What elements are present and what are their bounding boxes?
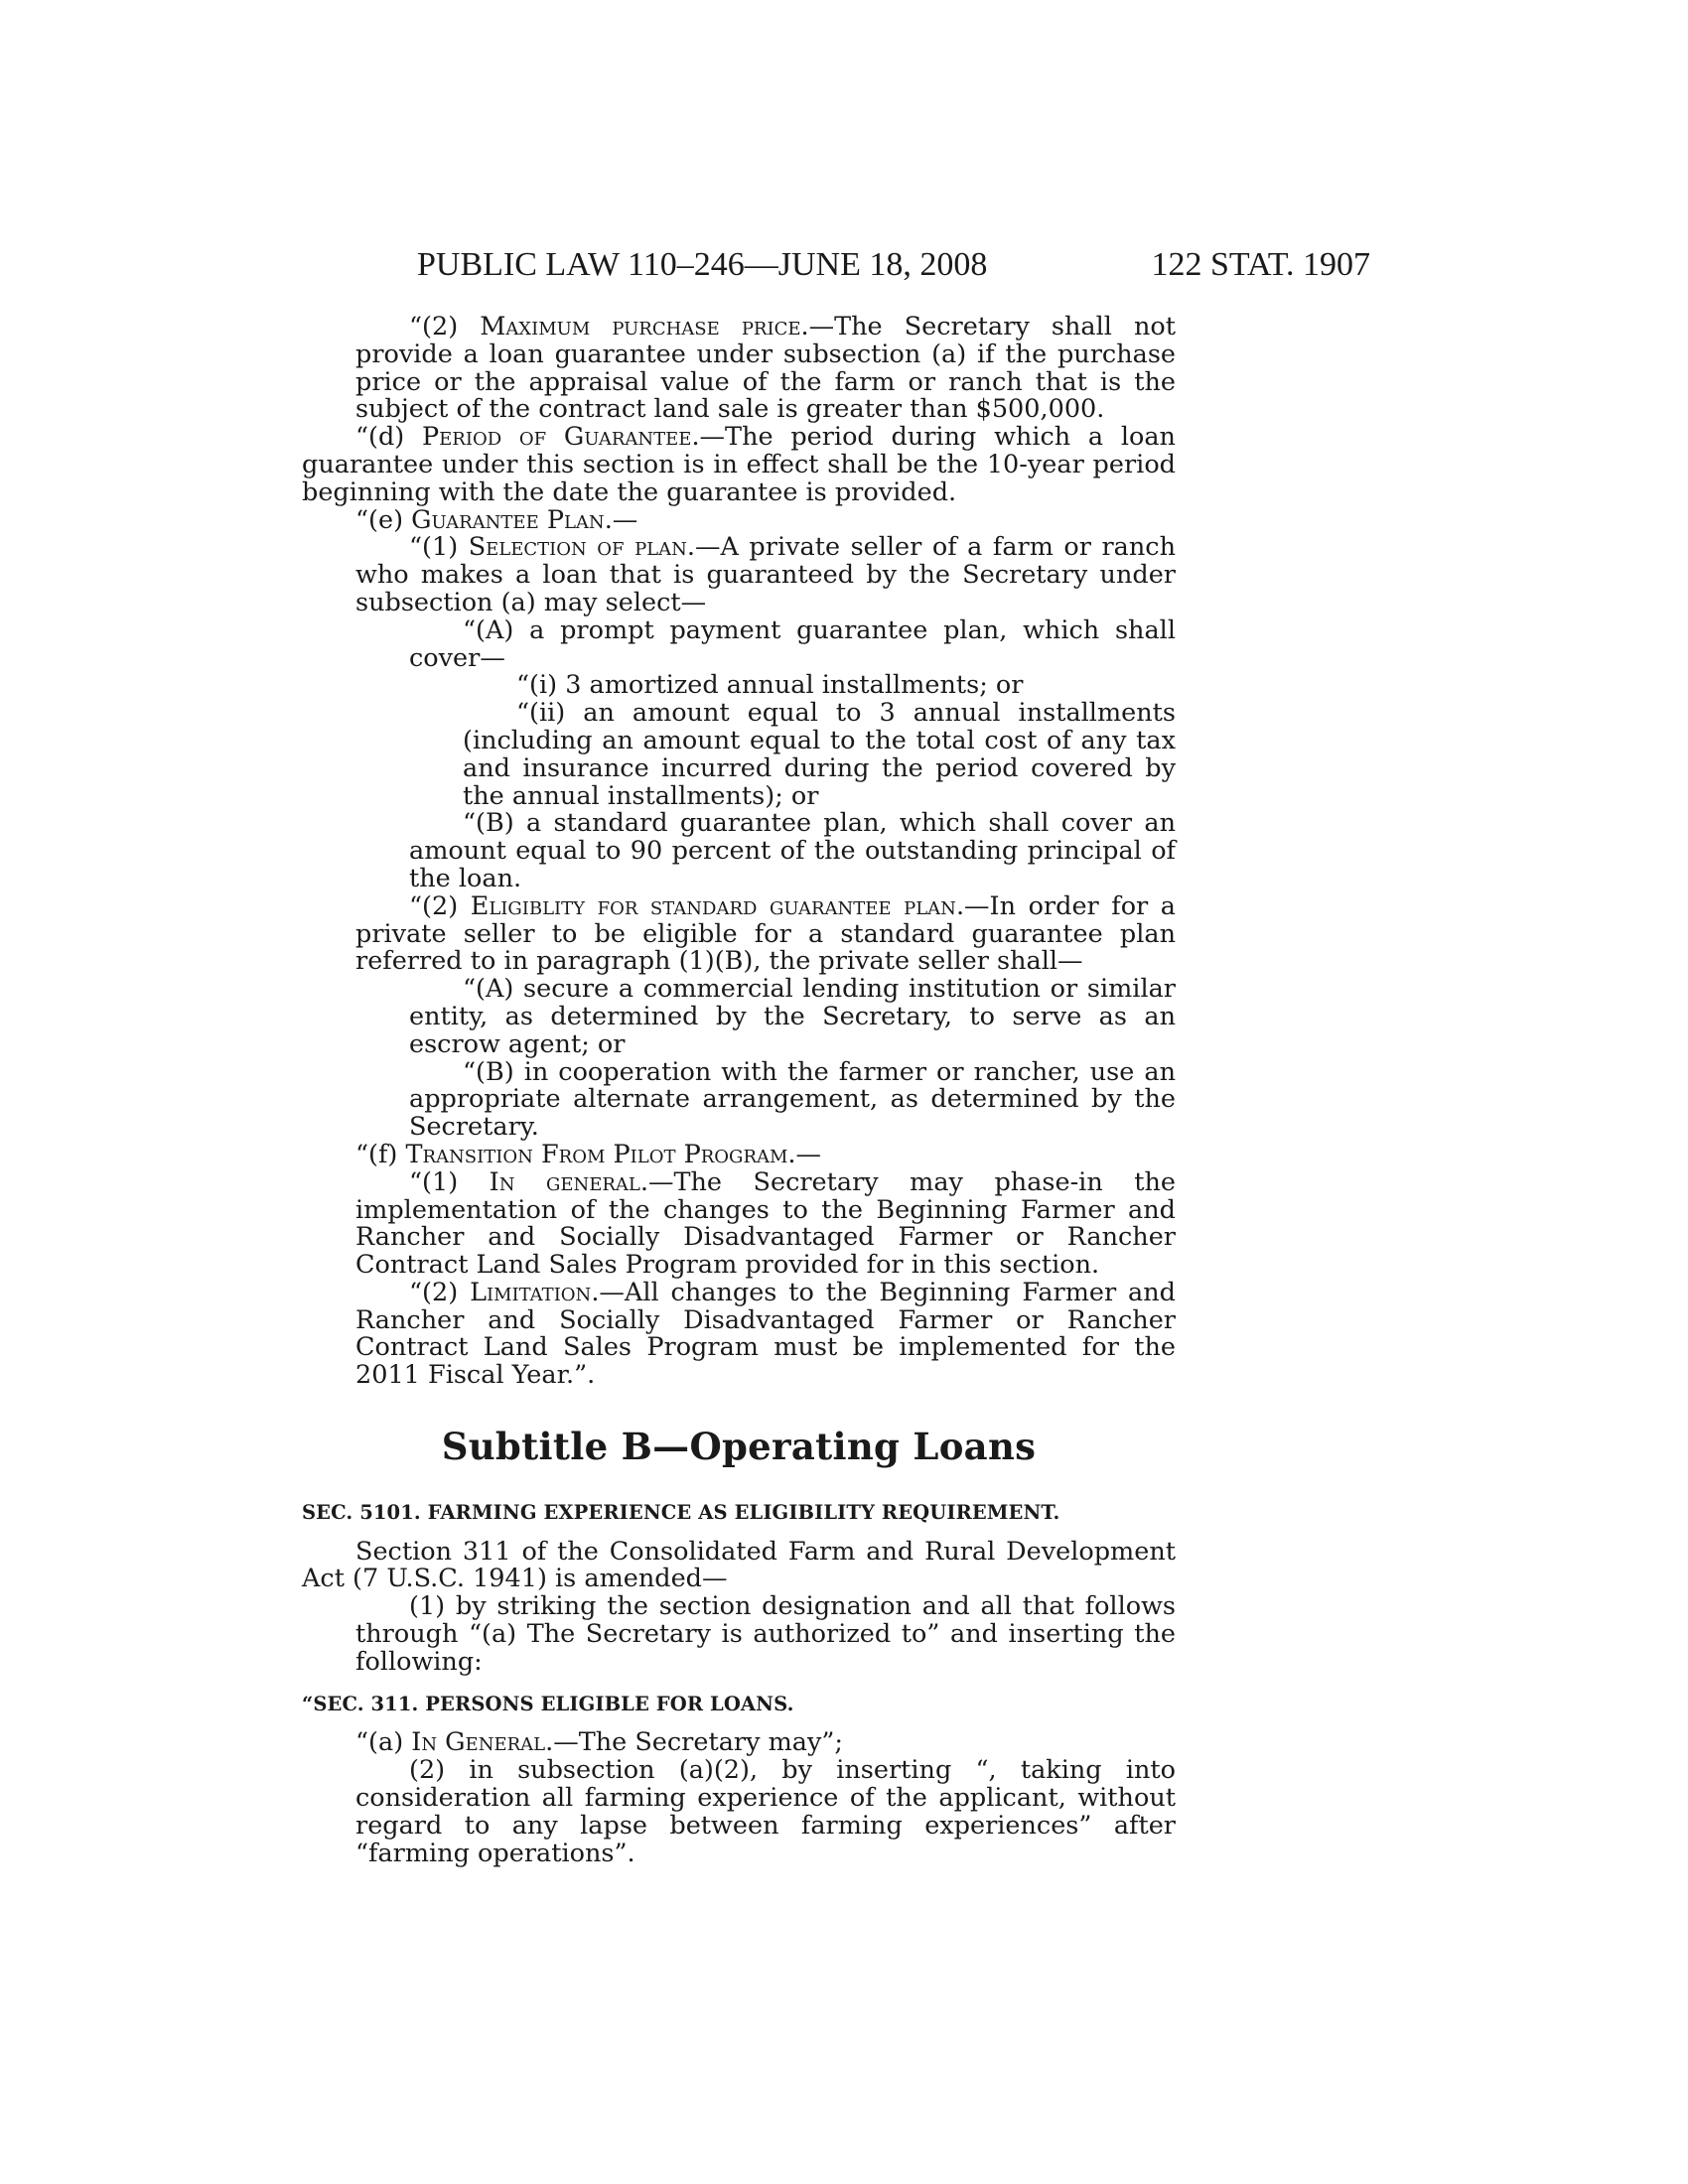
paragraph-c2-maximum-purchase-price: “(2) Maximum purchase price.—The Secretary shall not provide a loan guarantee under subsection (a) if the purchase price or the appraisal value of the farm or ranch that is the subject of the contract land sale is greater than $500,000. — [355, 312, 1176, 425]
paragraph-f1-in-general: “(1) In general.—The Secretary may phase-in the implementation of the changes to the Beginning Farmer and Rancher and Socially Disadvantaged Farmer or Rancher Contract Land Sales Program provided for in this section. — [355, 1166, 1177, 1281]
paragraph-e2-eligibility: “(2) Eligiblity for standard guarantee plan.—In order for a private seller to be eligible for a standard guarantee plan referred to in paragraph (1)(B), the private seller shall— — [355, 890, 1176, 977]
paragraph-e1ai: “(i) 3 amortized annual installments; or — [516, 670, 1024, 701]
paragraph-e1aii: “(ii) an amount equal to 3 annual installments (including an amount equal to the total cost of any tax and insurance incurred during the period covered by the annual installments); or — [463, 698, 1176, 811]
paragraph-d-period-of-guarantee: “(d) Period of Guarantee.—The period during which a loan guarantee under this section is in effect shall be the 10-year period beginning with the date the guarantee is provided. — [302, 422, 1176, 507]
header-stat-page: 122 STAT. 1907 — [1151, 246, 1370, 283]
paragraph-e-guarantee-plan: “(e) Guarantee Plan.— — [355, 504, 638, 535]
paragraph-f-transition: “(f) Transition From Pilot Program.— — [355, 1139, 822, 1169]
paragraph-e1a-prompt-payment: “(A) a prompt payment guarantee plan, which shall cover— — [409, 614, 1176, 673]
section-311-a-in-general: “(a) In General.—The Secretary may”; — [355, 1727, 844, 1758]
header-law-title: PUBLIC LAW 110–246—JUNE 18, 2008 — [417, 246, 988, 283]
section-5101-item-1: (1) by striking the section designation and all that follows through “(a) The Secretary is authorized to” and inserting the following: — [355, 1591, 1176, 1677]
section-5101-intro: Section 311 of the Consolidated Farm and Rural Development Act (7 U.S.C. 1941) is amended— — [302, 1536, 1176, 1594]
page-header — [417, 246, 1370, 286]
section-311-heading: “SEC. 311. PERSONS ELIGIBLE FOR LOANS. — [302, 1692, 794, 1715]
document-body — [302, 314, 1176, 1867]
subtitle-heading: Subtitle B—Operating Loans — [441, 1425, 1037, 1469]
section-5101-heading: SEC. 5101. FARMING EXPERIENCE AS ELIGIBILITY REQUIREMENT. — [302, 1500, 1060, 1524]
section-5101-item-2: (2) in subsection (a)(2), by inserting “, taking into consideration all farming experience of the applicant, without regard to any lapse between farming experiences” after “farming operations”. — [355, 1755, 1176, 1868]
paragraph-e1b-standard-plan: “(B) a standard guarantee plan, which shall cover an amount equal to 90 percent of the outstanding principal of the loan. — [409, 808, 1176, 893]
paragraph-e2a-escrow-agent: “(A) secure a commercial lending institution or similar entity, as determined by the Secretary, to serve as an escrow agent; or — [409, 974, 1176, 1059]
paragraph-f2-limitation: “(2) Limitation.—All changes to the Beginning Farmer and Rancher and Socially Disadvantaged Farmer or Rancher Contract Land Sales Program must be implemented for the 2011 Fiscal Year.”. — [355, 1277, 1177, 1391]
paragraph-e2b-alternate-arrangement: “(B) in cooperation with the farmer or rancher, use an appropriate alternate arrangement, as determined by the Secretary. — [409, 1056, 1176, 1143]
paragraph-e1-selection-of-plan: “(1) Selection of plan.—A private seller of a farm or ranch who makes a loan that is guaranteed by the Secretary under subsection (a) may select— — [355, 532, 1177, 617]
